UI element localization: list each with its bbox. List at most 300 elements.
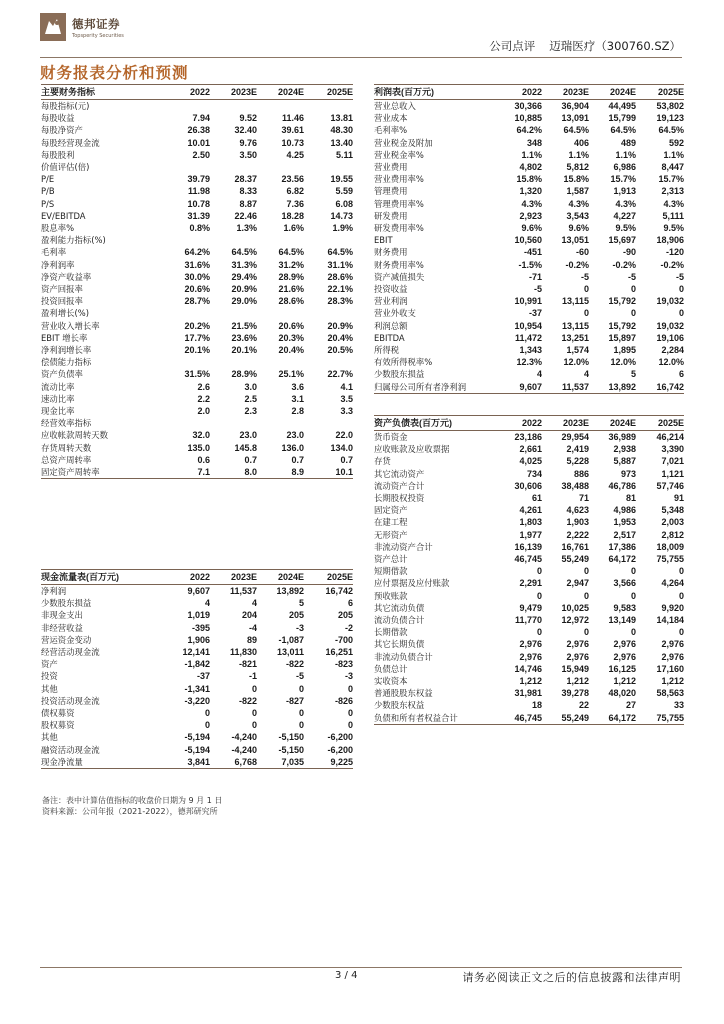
cell-value [210, 307, 257, 319]
cell-value [257, 307, 304, 319]
table-row [41, 173, 353, 185]
row-label: 现金净流量 [41, 756, 163, 769]
cell-value: -5 [675, 271, 684, 282]
row-label: 非经营收益 [41, 622, 83, 633]
cell-value: 6,768 [210, 756, 257, 769]
cell-value: -4,240 [231, 744, 257, 755]
cell-value: 1.9% [332, 223, 353, 234]
cell-value: 7,035 [257, 756, 304, 769]
table-row [374, 198, 684, 210]
cell-value: 5 [630, 369, 636, 380]
cell-value: 9,479 [519, 602, 542, 613]
row-label: 财务费用率% [374, 259, 424, 270]
row-label: 其它流动负债 [374, 602, 425, 613]
cell-value: 0 [251, 720, 257, 731]
row-label: 资产负债率 [41, 369, 83, 380]
cell-value: 10.78 [187, 198, 210, 209]
table-row [374, 651, 684, 663]
header-info [475, 38, 681, 54]
page-header [0, 0, 724, 60]
cell-value: 1,977 [519, 529, 542, 540]
cell-value: 0.6 [197, 454, 210, 465]
cell-value: 22.0 [335, 430, 353, 441]
row-label: P/B [41, 186, 55, 197]
cell-value: 12,141 [182, 647, 210, 658]
cell-value: 11,830 [229, 647, 257, 658]
row-label: 资产负债表(百万元) [374, 416, 496, 431]
table-row [374, 443, 684, 455]
cell-value: 13,149 [608, 615, 636, 626]
row-label: 净利润增长率 [41, 345, 92, 356]
table-row [41, 454, 353, 466]
cell-value: 22.46 [234, 210, 257, 221]
row-label: 实收资本 [374, 676, 408, 687]
row-label: 股息率% [41, 223, 75, 234]
row-label: 盈利能力指标(%) [41, 235, 106, 246]
cell-value: 16,125 [608, 663, 636, 674]
cell-value: 136.0 [281, 442, 304, 453]
header-divider [40, 57, 682, 58]
cell-value: 75,755 [656, 554, 684, 565]
table-row [374, 173, 684, 185]
table-row [374, 626, 684, 638]
cell-value: 32.40 [234, 125, 257, 136]
cell-value: 3,841 [163, 756, 210, 769]
cell-value [257, 161, 304, 173]
table-row [41, 234, 353, 246]
cell-value: 30.0% [184, 271, 210, 282]
cell-value: 44,495 [608, 101, 636, 111]
cash-flow-table [41, 569, 353, 769]
cell-value: 29.0% [231, 296, 257, 307]
cell-value: 8.0 [210, 466, 257, 479]
cell-value: 134.0 [330, 442, 353, 453]
row-label: 营业税金率% [374, 149, 424, 160]
row-label: 投资活动现金流 [41, 695, 100, 706]
table-row [374, 480, 684, 492]
cell-value: 20.4% [278, 345, 304, 356]
cell-value: -3 [295, 622, 304, 633]
cell-value [304, 161, 353, 173]
table-row [374, 295, 684, 307]
row-label: 少数股东损益 [41, 598, 92, 609]
row-label: 研发费用率% [374, 223, 424, 234]
cell-value: 61 [531, 493, 542, 504]
cell-value: -120 [665, 247, 684, 258]
cell-value: 29.4% [231, 271, 257, 282]
row-label: 投资收益 [374, 284, 408, 295]
cell-value: 1,212 [613, 676, 636, 687]
cell-value: 0 [678, 566, 684, 577]
cell-value [210, 161, 257, 173]
cell-value: 18,906 [656, 235, 684, 246]
cell-value: 2,976 [613, 639, 636, 650]
cell-value: 12.3% [516, 357, 542, 368]
cell-value: 2,003 [661, 517, 684, 528]
table-row [374, 553, 684, 565]
table-row [374, 614, 684, 626]
cell-value: 2.2 [197, 393, 210, 404]
cell-value: 18.28 [281, 210, 304, 221]
cell-value [304, 100, 353, 113]
cell-value: 0 [204, 708, 210, 719]
cell-value: 2,976 [519, 639, 542, 650]
cell-value: 9.52 [239, 113, 257, 124]
cell-value: 8,447 [661, 162, 684, 173]
table-row [41, 271, 353, 283]
cell-value: 13,115 [561, 296, 589, 307]
cell-value: 0 [298, 708, 304, 719]
table-row [41, 707, 353, 719]
row-label: 利润总额 [374, 320, 408, 331]
cell-value: 1.1% [568, 149, 589, 160]
cell-value: 2.0 [197, 406, 210, 417]
row-label: 其它流动资产 [374, 468, 425, 479]
cell-value: -1,842 [184, 659, 210, 670]
row-label: 存货周转天数 [41, 442, 92, 453]
cell-value: 204 [241, 610, 257, 621]
table-row [41, 466, 353, 479]
table-row [41, 393, 353, 405]
cell-value: 2,923 [519, 210, 542, 221]
table-row [41, 756, 353, 769]
cell-value: 1.1% [615, 149, 636, 160]
cell-value: -2 [344, 622, 353, 633]
cell-value: 64.2% [516, 125, 542, 136]
cell-value: -71 [528, 271, 542, 282]
cell-value: -4,240 [231, 732, 257, 743]
table-row [41, 670, 353, 682]
table-row [374, 455, 684, 467]
row-label: 流动比率 [41, 381, 75, 392]
cell-value: 2025E [636, 85, 684, 100]
cell-value: 15,697 [608, 235, 636, 246]
cell-value: 6.08 [335, 198, 353, 209]
cell-value: 22.7% [327, 369, 353, 380]
cell-value: 33 [673, 700, 684, 711]
cell-value: 11,770 [514, 615, 542, 626]
cell-value: 2,976 [519, 651, 542, 662]
cell-value: 75,755 [636, 712, 684, 725]
cell-value: 2,419 [566, 444, 589, 455]
row-label: 净利润率 [41, 259, 75, 270]
cell-value: 2.6 [197, 381, 210, 392]
cell-value: 4,261 [519, 505, 542, 516]
cell-value: 2.3 [244, 406, 257, 417]
cell-value: 15,799 [608, 113, 636, 124]
row-label: 存货 [374, 456, 391, 467]
cell-value: 28.6% [327, 271, 353, 282]
cell-value [163, 161, 210, 173]
row-label: EBIT 增长率 [41, 332, 88, 343]
cell-value: 1,895 [613, 345, 636, 356]
cell-value: 2023E [542, 85, 589, 100]
cell-value: 20.4% [327, 332, 353, 343]
cell-value: 9.6% [568, 223, 589, 234]
cell-value: 4,802 [519, 162, 542, 173]
cell-value: 12.0% [563, 357, 589, 368]
cell-value: -37 [196, 671, 210, 682]
table-row [374, 638, 684, 650]
cell-value: -60 [575, 247, 589, 258]
cell-value [257, 417, 304, 429]
table-row [374, 687, 684, 699]
table-row [41, 149, 353, 161]
table-row [41, 259, 353, 271]
cell-value: 2025E [304, 85, 353, 100]
notes [42, 795, 222, 817]
cell-value: 13,051 [561, 235, 589, 246]
cell-value: 4 [204, 598, 210, 609]
cell-value: 2024E [589, 416, 636, 431]
row-label: 经营活动现金流 [41, 647, 100, 658]
cell-value: 22.1% [327, 284, 353, 295]
table-header-row [374, 85, 684, 100]
cell-value: 135.0 [187, 442, 210, 453]
cell-value: 1,212 [566, 676, 589, 687]
row-label: 有效所得税率% [374, 357, 433, 368]
cell-value: 3.1 [291, 393, 304, 404]
table-row [41, 185, 353, 197]
cell-value [257, 100, 304, 113]
cell-value: 12.0% [610, 357, 636, 368]
cell-value: 18,009 [656, 541, 684, 552]
row-label: 价值评估(倍) [41, 162, 90, 173]
cell-value: 9.76 [239, 137, 257, 148]
cell-value: 1,212 [661, 676, 684, 687]
cell-value: 2023E [542, 416, 589, 431]
cell-value: 5,111 [662, 210, 684, 221]
table-row [41, 320, 353, 332]
cell-value: 2024E [257, 570, 304, 585]
cell-value: 48.30 [330, 125, 353, 136]
cell-value [210, 100, 257, 113]
row-label: 每股收益 [41, 113, 75, 124]
cell-value: 19,032 [656, 320, 684, 331]
cell-value: 3.3 [340, 406, 353, 417]
row-label: 其他 [41, 732, 58, 743]
table-row [41, 442, 353, 454]
row-label: P/E [41, 174, 55, 185]
cell-value [304, 307, 353, 319]
row-label: 固定资产周转率 [41, 466, 163, 479]
row-label: 资产 [41, 659, 58, 670]
row-label: P/S [41, 198, 55, 209]
cell-value: 55,249 [561, 554, 589, 565]
table-row [374, 468, 684, 480]
table-row [41, 198, 353, 210]
cell-value: 16,139 [514, 541, 542, 552]
table-row [41, 137, 353, 149]
cell-value: 21.6% [278, 284, 304, 295]
cell-value: 11.46 [281, 113, 304, 124]
table-row [374, 368, 684, 380]
cell-value: 20.9% [231, 284, 257, 295]
row-label: 少数股东权益 [374, 700, 425, 711]
cell-value [304, 417, 353, 429]
table-row [41, 246, 353, 258]
table-row [374, 565, 684, 577]
cell-value: 10.1 [304, 466, 353, 479]
row-label: 债权募资 [41, 708, 75, 719]
row-label: 营业利润 [374, 296, 408, 307]
table-row [41, 695, 353, 707]
cell-value: 2,222 [566, 529, 589, 540]
cell-value: 3,390 [661, 444, 684, 455]
cell-value: 9,583 [613, 602, 636, 613]
cell-value: 2,938 [613, 444, 636, 455]
row-label: EV/EBITDA [41, 210, 86, 221]
cell-value: 0 [630, 284, 636, 295]
row-label: 非流动资产合计 [374, 541, 433, 552]
cell-value: 3.5 [340, 393, 353, 404]
balance-sheet-table [374, 415, 684, 725]
cell-value: 39.61 [281, 125, 304, 136]
cell-value: -395 [191, 622, 210, 633]
table-row [374, 712, 684, 725]
income-statement-table [374, 84, 684, 394]
cell-value: 0.7 [340, 454, 353, 465]
cell-value: -5 [580, 271, 589, 282]
cell-value: 29,954 [561, 432, 589, 442]
cell-value: 0 [678, 590, 684, 601]
company-name: 迈瑞医疗（300760.SZ） [549, 39, 681, 53]
cell-value: 4,264 [661, 578, 684, 589]
row-label: 货币资金 [374, 432, 408, 442]
cell-value: 31.6% [184, 259, 210, 270]
cell-value: 489 [620, 137, 636, 148]
cell-value: 0 [298, 683, 304, 694]
cell-value: 9,920 [661, 602, 684, 613]
cell-value [163, 234, 210, 246]
table-row [374, 137, 684, 149]
table-row [374, 161, 684, 173]
table-row [41, 222, 353, 234]
cell-value: -826 [334, 695, 353, 706]
cell-value: 9.5% [663, 223, 684, 234]
cell-value: 2,517 [613, 529, 636, 540]
table-row [41, 683, 353, 695]
cell-value: 18 [531, 700, 542, 711]
table-row [41, 646, 353, 658]
row-label: 营业费用 [374, 162, 408, 173]
row-label: 普通股股东权益 [374, 688, 433, 699]
table-row [374, 283, 684, 295]
cell-value: 4,623 [566, 505, 589, 516]
cell-value: -6,200 [327, 732, 353, 743]
cell-value: 0 [678, 284, 684, 295]
table-row [374, 602, 684, 614]
row-label: 资产总计 [374, 554, 408, 565]
cell-value: -6,200 [327, 744, 353, 755]
cell-value: 46,745 [496, 712, 542, 725]
cell-value: 11,472 [514, 332, 542, 343]
cell-value: 13,251 [561, 332, 589, 343]
cell-value: 5,812 [566, 162, 589, 173]
cell-value: 2,812 [661, 529, 684, 540]
cell-value: 2,661 [519, 444, 542, 455]
table-row [374, 663, 684, 675]
cell-value: 3.50 [239, 149, 257, 160]
table-row [41, 356, 353, 368]
cell-value [210, 356, 257, 368]
cell-value: 2022 [163, 570, 210, 585]
cell-value: 0 [583, 590, 589, 601]
table-row [374, 431, 684, 444]
cell-value: 22 [578, 700, 589, 711]
cell-value: 0 [536, 566, 542, 577]
table-row [41, 597, 353, 609]
table-row [41, 744, 353, 756]
cell-value: 19,106 [656, 332, 684, 343]
row-label: 资产回报率 [41, 284, 83, 295]
row-label: 总资产周转率 [41, 454, 92, 465]
row-label: 营业外收支 [374, 308, 416, 319]
cell-value: 0 [347, 708, 353, 719]
cell-value: 7.36 [286, 198, 304, 209]
row-label: 研发费用 [374, 210, 408, 221]
row-label: 非现金支出 [41, 610, 83, 621]
cell-value: 2,976 [613, 651, 636, 662]
cell-value: 0.7 [291, 454, 304, 465]
table-row [374, 100, 684, 113]
cell-value: 1,212 [519, 676, 542, 687]
cell-value: 16,251 [325, 647, 353, 658]
cell-value: 4,227 [613, 210, 636, 221]
cell-value: 64.5% [658, 125, 684, 136]
cell-value: 3,543 [566, 210, 589, 221]
cell-value: 4 [536, 369, 542, 380]
cell-value: 89 [246, 634, 257, 645]
cell-value: 145.8 [234, 442, 257, 453]
row-label: 预收账款 [374, 590, 408, 601]
row-label: 融资活动现金流 [41, 744, 100, 755]
table-row [374, 222, 684, 234]
source-line: 资料来源：公司年报（2021-2022），德邦研究所 [42, 807, 218, 816]
table-row [41, 731, 353, 743]
cell-value: 31.3% [231, 259, 257, 270]
cell-value: 2022 [163, 85, 210, 100]
cell-value: 14,746 [514, 663, 542, 674]
cell-value: 0 [536, 627, 542, 638]
cell-value: 3.0 [244, 381, 257, 392]
table-row [374, 124, 684, 136]
cell-value: 973 [620, 468, 636, 479]
cell-value: 11,537 [542, 381, 589, 394]
row-label: 主要财务指标 [41, 85, 163, 100]
cell-value: 48,020 [608, 688, 636, 699]
table-row [374, 185, 684, 197]
cell-value: 2022 [496, 416, 542, 431]
table-header-row [374, 416, 684, 431]
cell-value: 28.7% [184, 296, 210, 307]
cell-value: 1,587 [566, 186, 589, 197]
cell-value: -0.2% [660, 259, 684, 270]
row-label: 速动比率 [41, 393, 75, 404]
cell-value: 25.1% [278, 369, 304, 380]
table-row [374, 675, 684, 687]
cell-value: 406 [573, 137, 589, 148]
cell-value: 19.55 [330, 174, 353, 185]
cell-value: 4,025 [519, 456, 542, 467]
row-label: 毛利率 [41, 247, 67, 258]
table-row [41, 368, 353, 380]
row-label: 应收账款及应收票据 [374, 444, 450, 455]
cell-value: 14,184 [656, 615, 684, 626]
table-row [374, 149, 684, 161]
cell-value: -1.5% [518, 259, 542, 270]
cell-value: 2024E [589, 85, 636, 100]
